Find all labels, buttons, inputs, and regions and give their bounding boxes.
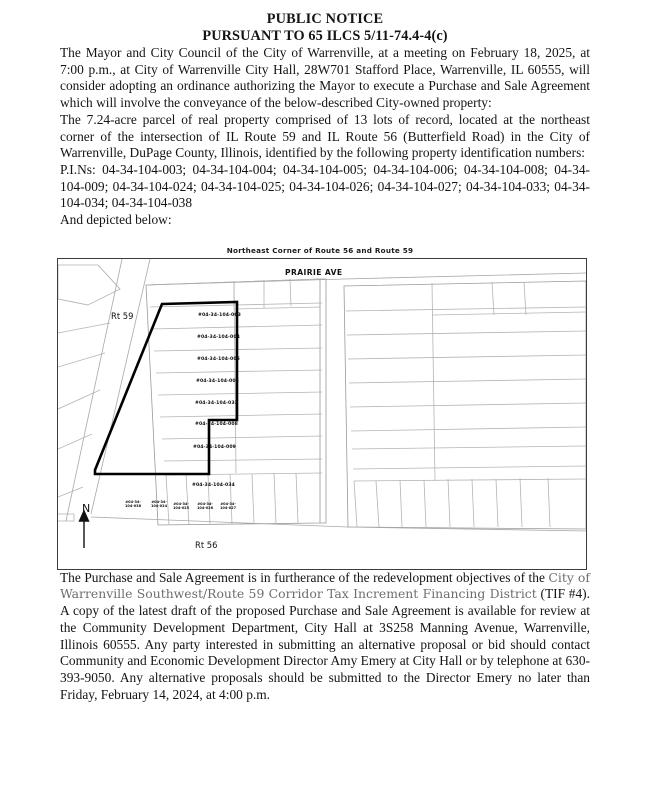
parcel-pin-label: #04-34-104-003 [198, 312, 241, 318]
map-base-parcel-lines [58, 259, 586, 531]
parcel-pin-label: #04-34-104-004 [197, 334, 240, 340]
parcel-pin-label: #04-34-104-033 [195, 400, 238, 406]
north-arrow-icon [80, 511, 89, 548]
closing-text-part-1: The Purchase and Sale Agreement is in furtherance of the redevelopment objectives of the [60, 569, 549, 585]
parcel-pin-label: #04-34-104-009 [193, 444, 236, 450]
parcel-pin-label-line-2: 104-038 [124, 504, 142, 509]
map-caption: Northeast Corner of Route 56 and Route 59 [226, 245, 414, 255]
parcel-pin-label-line-2: 104-026 [196, 506, 214, 511]
parcel-pin-label [120, 500, 146, 509]
paragraph-closing [60, 570, 590, 704]
parcel-pin-label-line-1: #04-34- [173, 501, 189, 506]
parcel-pin-label-line-1: #04-34- [151, 499, 167, 504]
prairie-ave-road-line [146, 273, 586, 285]
parcel-pin-label [215, 502, 241, 511]
parcel-pin-label-line-1: #04-34- [197, 501, 213, 506]
parcel-pin-label: #04-34-104-005 [197, 356, 240, 362]
parcel-pin-label: #04-34-104-034 [192, 482, 235, 488]
tif-district-name: City of Warrenville Southwest/Route 59 Corridor Tax Increment Financing District [60, 569, 590, 602]
subject-property-helper [95, 303, 238, 481]
street-label-prairie-ave: PRAIRIE AVE [285, 267, 343, 277]
street-label-rt-59: Rt 59 [111, 310, 134, 321]
notice-title-block [60, 0, 590, 45]
paragraph-property-description: The 7.24-acre parcel of real property comprised of 13 lots of record, located at the northeast corner of the intersection of IL Route 59 and IL Route 56 (Butterfield Road) in the City of Warrenville, DuPage County, Illinois, identified by the following property identification numbers: [60, 111, 590, 161]
parcel-map-figure [60, 246, 590, 570]
parcel-pin-label-line-2: 104-025 [172, 506, 190, 511]
parcel-pin-label-line-2: 104-027 [219, 506, 237, 511]
parcel-pin-label [168, 502, 194, 511]
parcel-pin-label-line-1: #04-34- [125, 499, 141, 504]
notice-title-line-2: PURSUANT TO 65 ILCS 5/11-74.4-4(c) [202, 28, 448, 44]
paragraph-depicted-below: And depicted below: [60, 212, 172, 228]
parcel-pin-label: #04-34-104-006 [196, 378, 239, 384]
street-label-rt-56: Rt 56 [195, 539, 218, 550]
paragraph-meeting-notice: The Mayor and City Council of the City of Warrenville, at a meeting on February 18, 2025, at 7:00 p.m., at City of Warrenville City Hall, 28W701 Stafford Place, Warrenville, IL 60555, will consider adopting an ordinance authorizing the Mayor to execute a Purchase and Sale Agreement which will involve the conveyance of the below-described City-owned property: [60, 45, 590, 111]
parcel-pin-label-line-2: 104-024 [150, 504, 168, 509]
notice-title-line-1: PUBLIC NOTICE [266, 11, 384, 27]
north-label: N [82, 501, 91, 515]
parcel-pin-label: #04-34-104-008 [195, 421, 238, 427]
map-vector-graphic [58, 259, 586, 569]
paragraph-pin-list: P.I.Ns: 04-34-104-003; 04-34-104-004; 04-34-104-005; 04-34-104-006; 04-34-104-008; 04-34-104-009; 04-34-104-024; 04-34-104-025; 04-34-104-026; 04-34-104-027; 04-34-104-033; 04-34-104-034; 04-34-104-038 [60, 161, 590, 211]
parcel-pin-label-line-1: #04-34- [220, 501, 236, 506]
map-frame [57, 258, 587, 570]
closing-text-part-2: (TIF #4). A copy of the latest draft of the proposed Purchase and Sale Agreement is available for review at the Community Development Department, City Hall at 3S258 Manning Avenue, Warrenville, Illinois 60555. Any party interested in submitting an alternative proposal or bid should contact Community and Economic Development Director Amy Emery at City Hall or by telephone at 630-393-9050. Any alternative proposals should be submitted to the Director Emery no later than Friday, February 14, 2024, at 4:00 p.m. [60, 586, 590, 702]
